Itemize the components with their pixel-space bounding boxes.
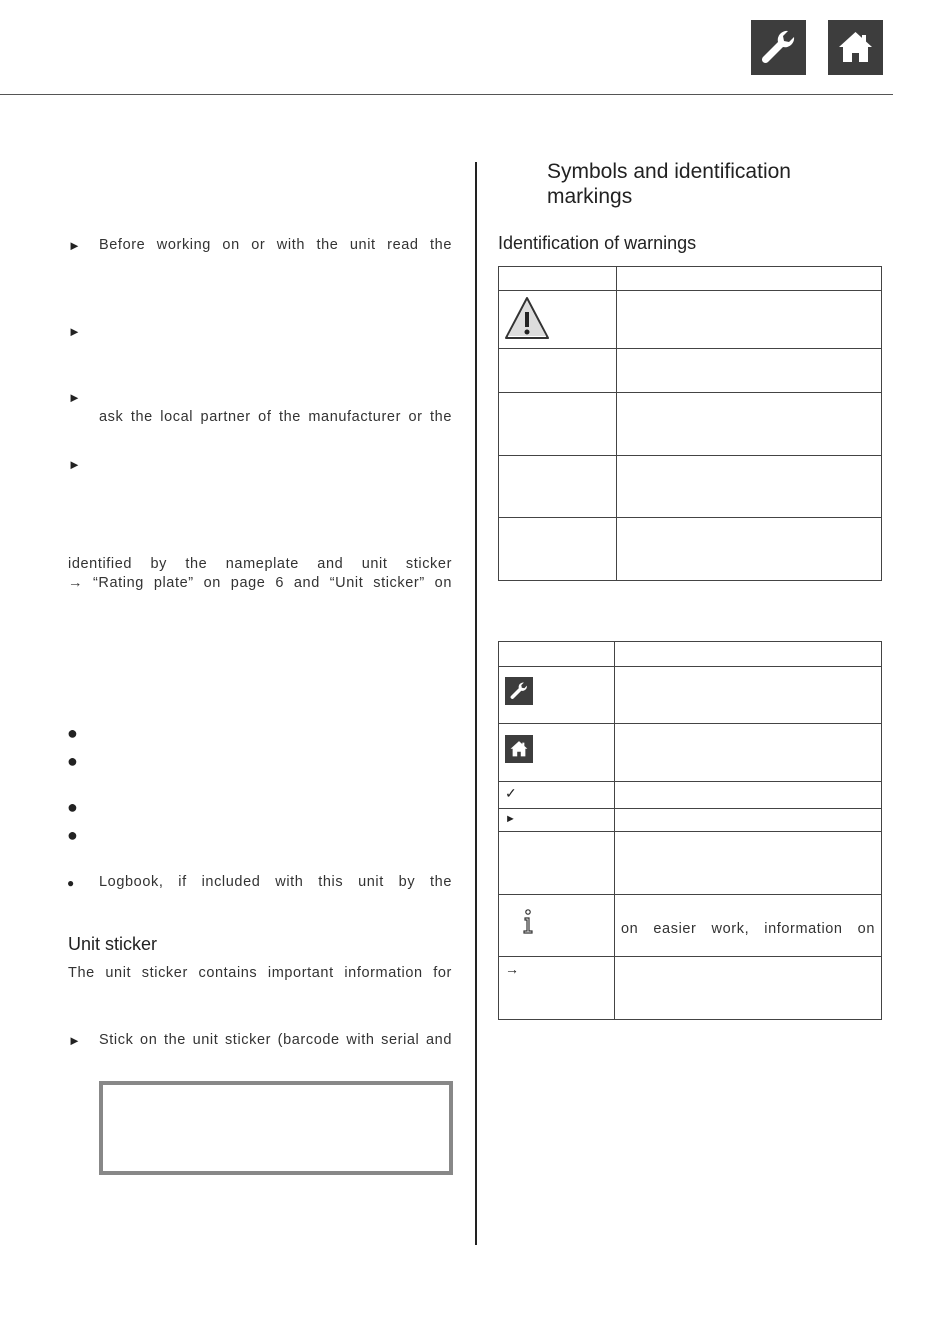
table-row bbox=[499, 724, 882, 782]
rating-plate-reference[interactable]: → “Rating plate” on page 6 and “Unit sticker” on bbox=[68, 575, 452, 591]
identified-line: identified by the nameplate and unit sticker bbox=[68, 556, 452, 572]
wrench-icon bbox=[751, 20, 806, 75]
arrow-bullet-icon: ► bbox=[68, 457, 81, 472]
warnings-table bbox=[498, 266, 882, 581]
triangle-bullet-icon: ► bbox=[505, 813, 516, 825]
section-title: Symbols and identification markings bbox=[547, 160, 791, 208]
symbols-table bbox=[498, 641, 882, 1020]
dot-bullet-icon: ● bbox=[67, 751, 78, 771]
home-icon bbox=[828, 20, 883, 75]
table-row bbox=[499, 832, 882, 895]
body-line: ask the local partner of the manufacturer or the bbox=[99, 409, 452, 425]
table-row bbox=[499, 895, 882, 957]
header-rule bbox=[0, 94, 893, 95]
home-icon bbox=[505, 735, 533, 763]
warning-triangle-icon bbox=[504, 295, 554, 343]
dot-bullet-icon: ● bbox=[67, 825, 78, 845]
check-icon: ✓ bbox=[505, 785, 517, 801]
reference-arrow-icon: → bbox=[505, 961, 519, 977]
arrow-bullet-icon: ► bbox=[68, 1033, 81, 1048]
unit-sticker-heading: Unit sticker bbox=[68, 934, 158, 954]
table-row bbox=[499, 782, 882, 809]
column-divider bbox=[475, 162, 477, 1245]
table-row bbox=[499, 957, 882, 1020]
table-row bbox=[499, 267, 882, 291]
table-row bbox=[499, 291, 882, 349]
info-icon bbox=[520, 909, 536, 935]
table-row bbox=[499, 349, 882, 393]
unit-sticker-placeholder bbox=[99, 1081, 453, 1175]
table-row bbox=[499, 642, 882, 667]
table-row bbox=[499, 456, 882, 518]
table-row bbox=[499, 809, 882, 832]
logbook-line: Logbook, if included with this unit by the bbox=[99, 874, 452, 890]
info-text: on easier work, information on bbox=[621, 920, 875, 937]
table-row bbox=[499, 518, 882, 581]
dot-bullet-icon: ● bbox=[67, 723, 78, 743]
arrow-bullet-icon: ► bbox=[68, 390, 81, 405]
table-row bbox=[499, 393, 882, 456]
wrench-icon bbox=[505, 677, 533, 705]
dot-bullet-icon: ● bbox=[67, 876, 75, 890]
stick-on-line: Stick on the unit sticker (barcode with serial and bbox=[99, 1032, 452, 1048]
body-line: Before working on or with the unit read the bbox=[99, 237, 452, 253]
table-row bbox=[499, 667, 882, 724]
warnings-heading: Identification of warnings bbox=[498, 233, 697, 253]
unit-sticker-text: The unit sticker contains important information for bbox=[68, 965, 452, 981]
arrow-bullet-icon: ► bbox=[68, 238, 81, 253]
arrow-bullet-icon: ► bbox=[68, 324, 81, 339]
dot-bullet-icon: ● bbox=[67, 797, 78, 817]
